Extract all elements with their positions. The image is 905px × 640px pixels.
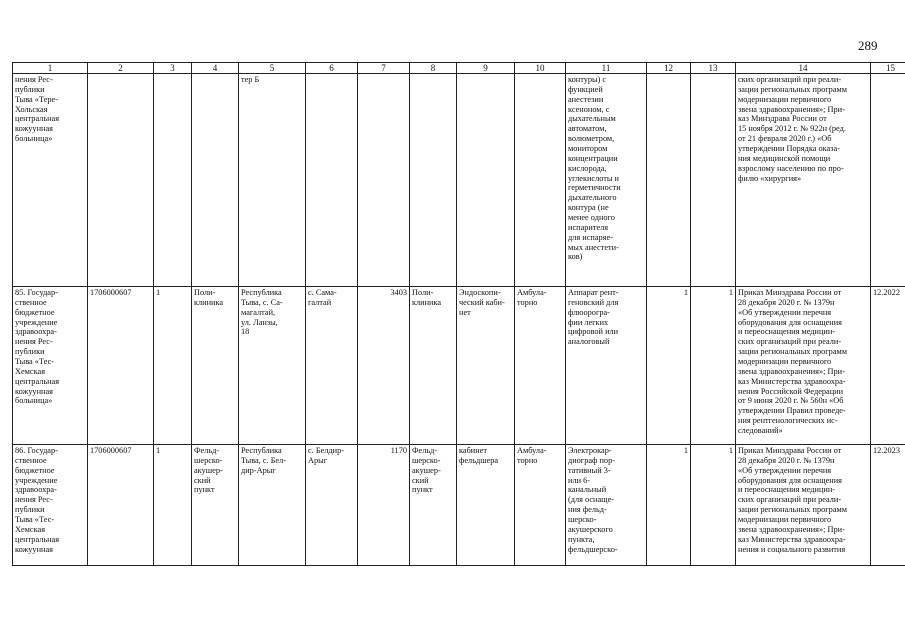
table-cell [410,74,457,287]
table-cell: с. Белдир- Арыг [306,445,358,566]
header-cell: 6 [306,63,358,74]
header-cell: 14 [736,63,871,74]
table-cell: 1170 [358,445,410,566]
table-cell: Амбула- торно [515,445,566,566]
page-number: 289 [858,38,878,53]
table-row [13,445,905,566]
table-cell: 1 [647,287,691,445]
table-cell: Амбула- торно [515,287,566,445]
table-cell: 12.2022 [871,287,905,445]
table-cell: Республика Тыва, с. Са- магалтай, ул. Ланзы, 18 [239,287,306,445]
header-cell: 5 [239,63,306,74]
table-cell [306,74,358,287]
table-cell: 1 [691,287,736,445]
header-cell: 8 [410,63,457,74]
header-cell: 9 [457,63,515,74]
table-cell [88,74,154,287]
header-cell: 3 [154,63,192,74]
table-cell: 86. Государ- ственное бюджетное учреждение здравоохра- нения Рес- публики Тыва «Тес- Хемская центральная кожуунная [13,445,88,566]
table-cell: с. Сама- галтай [306,287,358,445]
table-cell: 85. Государ- ственное бюджетное учреждение здравоохра- нения Рес- публики Тыва «Тес- Хемская центральная кожуунная больница» [13,287,88,445]
equipment-table [12,62,905,566]
table-cell: ских организаций при реали- зации региональных программ модернизации первичного звена здравоохранения»; При- каз Минздрава России от 15 ноября 2012 г. № 922н (ред. от 21 февраля 2020 г.) «Об утверждении Порядка оказа- ния медицинской помощи взрослому населению по про- филю «хирургия» [736,74,871,287]
table-cell: Аппарат рент- геновский для флюорогра- фии легких цифровой или аналоговый [566,287,647,445]
table-cell: кабинет фельдшера [457,445,515,566]
table-cell: 1 [154,445,192,566]
table-cell: 1 [647,445,691,566]
header-cell: 15 [871,63,905,74]
header-cell: 1 [13,63,88,74]
table-cell: Поли- клиника [192,287,239,445]
table-cell [457,74,515,287]
table-cell [515,74,566,287]
table-cell: 1 [154,287,192,445]
table-cell: нения Рес- публики Тыва «Тере- Хольская центральная кожуунная больница» [13,74,88,287]
table-cell: контуры) с функцией анестезии ксеноном, с дыхательным автоматом, волюметром, монитором концентрации кислорода, углекислоты и герметичности дыхательного контура (не менее одного испарителя для испаряе- мых анестети- ков) [566,74,647,287]
table-cell: 3403 [358,287,410,445]
table-cell: Приказ Минздрава России от 28 декабря 2020 г. № 1379н «Об утверждении перечня оборудования для оснащения и переоснащения медицин- ских организаций при реали- зации региональных программ модернизации первичного звена здравоохранения»; При- каз Министерства здравоохра- нения и социального развития [736,445,871,566]
table-cell: Эндоскопи- ческий каби- нет [457,287,515,445]
header-cell: 2 [88,63,154,74]
table-cell: Фельд- шерско- акушер- ский пункт [410,445,457,566]
table-cell: 1 [691,445,736,566]
table-cell: Фельд- шерско- акушер- ский пункт [192,445,239,566]
header-cell: 4 [192,63,239,74]
header-cell: 7 [358,63,410,74]
table-cell: Республика Тыва, с. Бел- дир-Арыг [239,445,306,566]
table-cell [691,74,736,287]
table-cell: тер Б [239,74,306,287]
table-cell: Поли- клиника [410,287,457,445]
table-cell [154,74,192,287]
table-cell [871,74,905,287]
table-row [13,74,905,287]
table-cell: 1706000607 [88,287,154,445]
header-cell: 13 [691,63,736,74]
table-cell: Электрокар- диограф пор- тативный 3- или 6- канальный (для оснаще- ния фельд- шерско- акушерского пункта, фельдшерско- [566,445,647,566]
header-cell: 12 [647,63,691,74]
table-cell: 1706000607 [88,445,154,566]
table-cell [647,74,691,287]
header-cell: 11 [566,63,647,74]
table-row [13,287,905,445]
table-cell [192,74,239,287]
table-cell [358,74,410,287]
table-cell: 12.2023 [871,445,905,566]
table-cell: Приказ Минздрава России от 28 декабря 2020 г. № 1379н «Об утверждении перечня оборудования для оснащения и переоснащения медицин- ских организаций при реали- зации региональных программ модернизации первичного звена здравоохранения»; При- каз Министерства здравоохра- нения Российской Федерации от 9 июня 2020 г. № 560н «Об утверждении Правил проведе- ния рентгенологических ис- следований» [736,287,871,445]
header-cell: 10 [515,63,566,74]
header-row [13,63,905,74]
